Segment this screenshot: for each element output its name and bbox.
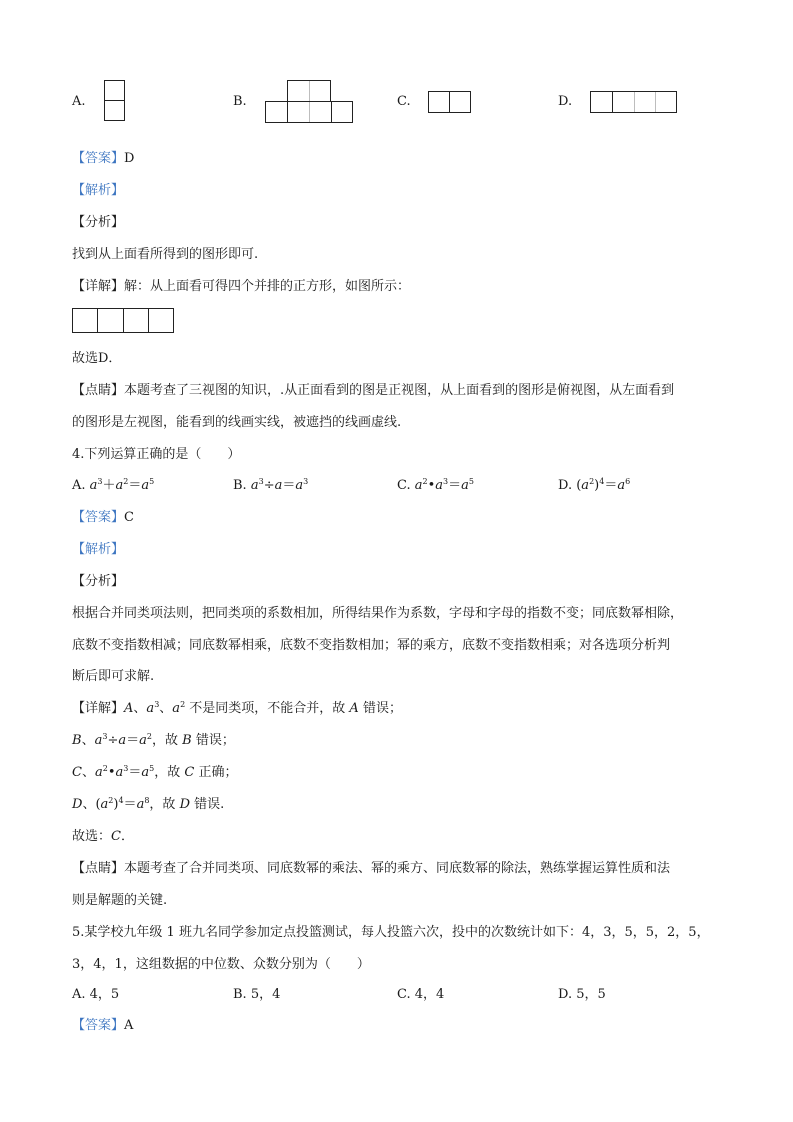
q5-stem-line-1: 5.某学校九年级 1 班九名同学参加定点投篮测试，每人投篮六次，投中的次数统计如下：4，3，5，5，2，5，: [72, 925, 710, 940]
q5-answer-line: 【答案】A: [72, 1018, 134, 1033]
q3-detail-line: 【详解】解：从上面看可得四个并排的正方形，如图所示：: [72, 279, 411, 294]
q5-option-d: D. 5，5: [558, 987, 606, 1002]
q4-fenxi-tag: 【分析】: [72, 574, 125, 589]
q4-option-c: C. $a^2•a^3=a^5$: [397, 477, 475, 493]
q4-detail-a: 【详解】A、$a^3$、$a^2$ 不是同类项，不能合并，故 A 错误；: [72, 700, 402, 716]
q5-option-c: C. 4，4: [397, 987, 445, 1002]
q5-option-a: A. 4，5: [72, 987, 120, 1002]
q4-detail-c: C、$a^2•a^3=a^5$，故 C 正确；: [72, 764, 238, 780]
q4-fenxi-line-3: 断后即可求解.: [72, 669, 155, 684]
q4-stem: 4.下列运算正确的是（ ）: [72, 447, 241, 462]
q4-answer-line: 【答案】C: [72, 510, 134, 525]
q3-choose: 故选D．: [72, 351, 122, 366]
q4-option-b: B. $a^3\div a=a^3$: [233, 477, 309, 493]
q3-option-d-label: D.: [558, 94, 573, 109]
q4-fenxi-line-2: 底数不变指数相减；同底数幂相乘，底数不变指数相加；幂的乘方，底数不变指数相乘；对各选项分析判: [72, 638, 671, 653]
q3-comment-line-1: 【点睛】本题考查了三视图的知识，.从正面看到的图是正视图，从上面看到的图形是俯视图，从左面看到: [72, 383, 675, 398]
q5-stem-line-2: 3，4，1，这组数据的中位数、众数分别为（ ）: [72, 957, 370, 972]
q3-comment-line-2: 的图形是左视图，能看到的线画实线，被遮挡的线画虚线.: [72, 415, 402, 430]
q4-detail-d: D、$(a^2)^4=a^8$，故 D 错误.: [72, 796, 225, 812]
q3-option-b-label: B.: [233, 94, 247, 109]
q3-fenxi-text: 找到从上面看所得到的图形即可.: [72, 247, 259, 262]
q3-answer-line: 【答案】D: [72, 151, 135, 166]
q4-detail-b: B、$a^3\div a=a^2$，故 B 错误；: [72, 732, 235, 748]
q5-option-b: B. 5，4: [233, 987, 281, 1002]
q3-fenxi-tag: 【分析】: [72, 215, 125, 230]
q4-choose: 故选：C．: [72, 829, 134, 844]
q3-option-a-label: A.: [72, 94, 86, 109]
q4-option-a: A. $a^3+a^2=a^5$: [72, 477, 155, 493]
q3-analysis-tag: 【解析】: [72, 183, 125, 198]
q4-comment-line-1: 【点睛】本题考查了合并同类项、同底数幂的乘法、幂的乘方、同底数幂的除法，熟练掌握运算性质和法: [72, 861, 671, 876]
q4-comment-line-2: 则是解题的关键.: [72, 893, 168, 908]
q4-option-d: D. $(a^2)^4=a^6$: [558, 477, 631, 493]
q3-option-c-label: C.: [397, 94, 411, 109]
q4-analysis-tag: 【解析】: [72, 542, 125, 557]
q4-fenxi-line-1: 根据合并同类项法则，把同类项的系数相加，所得结果作为系数，字母和字母的指数不变；同底数幂相除，: [72, 606, 684, 621]
